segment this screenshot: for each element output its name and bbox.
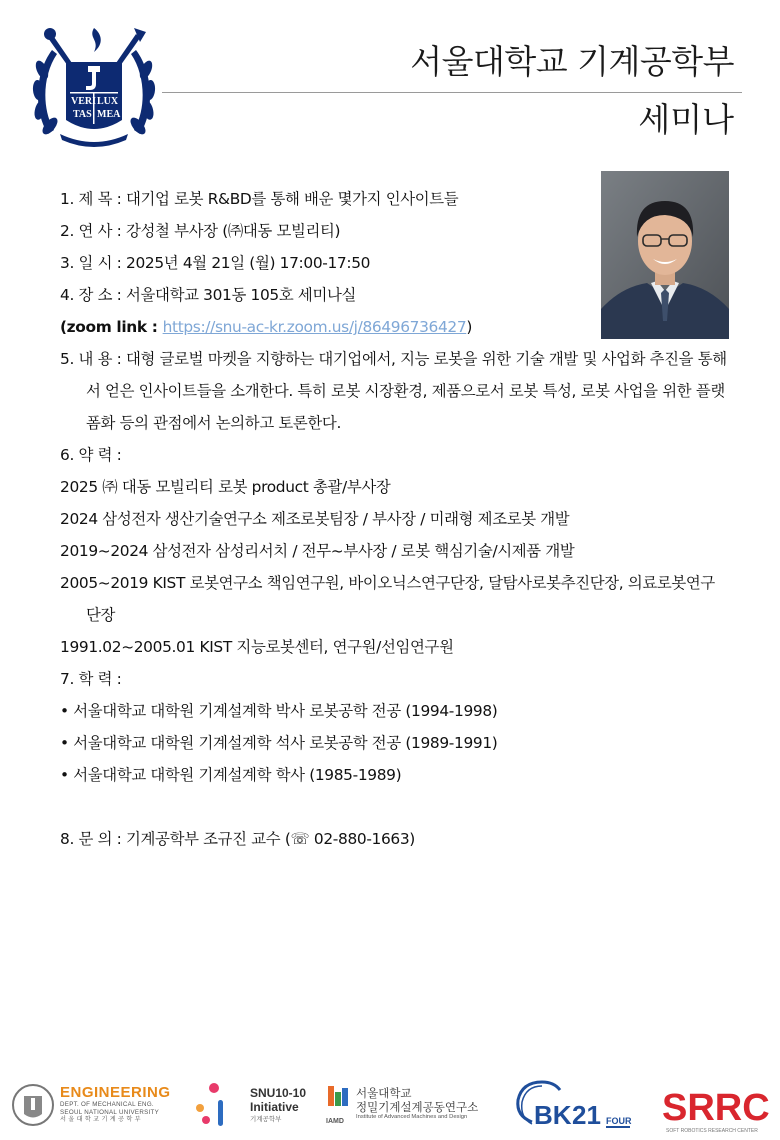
seal-text-lux: LUX [97, 96, 119, 107]
srrc-text: SRRC [662, 1087, 770, 1129]
seal-text-veri: VERI [71, 96, 97, 107]
career-item: 2025 ㈜ 대동 모빌리티 로봇 product 총괄/부사장 [60, 478, 391, 496]
snu-seal-icon [12, 1084, 54, 1126]
zoom-link[interactable]: https://snu-ac-kr.zoom.us/j/86496736427 [162, 318, 467, 336]
spacer [60, 791, 728, 823]
career-item: 1991.02~2005.01 KIST 지능로봇센터, 연구원/선임연구원 [60, 638, 454, 656]
engineering-line1: DEPT. OF MECHANICAL ENG. [60, 1101, 154, 1108]
seal-emblem-icon [30, 22, 158, 154]
education-item: • 서울대학교 대학원 기계설계학 박사 로봇공학 전공 (1994-1998) [60, 702, 498, 720]
bk21-four-text: FOUR [606, 1116, 632, 1126]
snu1010-line: Initiative [250, 1100, 299, 1114]
iamd-icon [326, 1084, 350, 1114]
education-item: • 서울대학교 대학원 기계설계학 석사 로봇공학 전공 (1989-1991) [60, 734, 498, 752]
contact-line: 8. 문 의 : 기계공학부 조규진 교수 (☏ 02-880-1663) [60, 830, 415, 848]
srrc-sub: SOFT ROBOTICS RESEARCH CENTER [666, 1128, 758, 1134]
career-item: 2005~2019 KIST 로봇연구소 책임연구원, 바이오닉스연구단장, 달탐사로봇추진단장, 의료로봇연구단장 [60, 574, 715, 624]
snu1010-title: SNU10-10 [250, 1086, 307, 1100]
page-title: 서울대학교 기계공학부 [410, 42, 734, 81]
iamd-line3: Institute of Advanced Machines and Design [356, 1114, 468, 1120]
snu1010-dots-icon [192, 1080, 238, 1132]
seminar-title-line: 1. 제 목 : 대기업 로봇 R&BD를 통해 배운 몇가지 인사이트들 [60, 190, 459, 208]
iamd-acronym: IAMD [326, 1118, 344, 1125]
engineering-title: ENGINEERING [60, 1084, 171, 1101]
snu-small-seal-logo [12, 1084, 54, 1130]
seminar-details [60, 183, 728, 855]
seal-text-mea: MEA [97, 109, 121, 120]
iamd-logo [356, 1086, 506, 1120]
snu1010-sub: 기계공학부 [250, 1115, 282, 1123]
header-divider [162, 92, 742, 93]
speaker-line: 2. 연 사 : 강성철 부사장 (㈜대동 모빌리티) [60, 222, 341, 240]
iamd-line2: 정밀기계설계공동연구소 [356, 1100, 479, 1114]
engineering-logo [60, 1084, 184, 1124]
bk21-num-text: 21 [572, 1100, 601, 1130]
university-seal-logo [30, 22, 158, 154]
career-heading: 6. 약 력 : [60, 446, 122, 464]
zoom-label: (zoom link : [60, 318, 163, 336]
bk21-bk-text: BK [534, 1100, 572, 1130]
bk21-four-logo [514, 1076, 646, 1136]
education-heading: 7. 학 력 : [60, 670, 122, 688]
engineering-line2: SEOUL NATIONAL UNIVERSITY [60, 1108, 160, 1116]
footer-logos [0, 1072, 780, 1140]
iamd-line1: 서울대학교 [356, 1086, 412, 1100]
bk21-four-icon [514, 1076, 646, 1132]
seal-text-tas: TAS [73, 109, 92, 120]
zoom-close-paren: ) [466, 318, 472, 336]
snu1010-mark [192, 1080, 238, 1136]
srrc-icon [662, 1080, 772, 1136]
datetime-line: 3. 일 시 : 2025년 4월 21일 (월) 17:00-17:50 [60, 254, 371, 272]
srrc-logo [662, 1080, 772, 1140]
education-item: • 서울대학교 대학원 기계설계학 학사 (1985-1989) [60, 766, 402, 784]
career-item: 2024 삼성전자 생산기술연구소 제조로봇팀장 / 부사장 / 미래형 제조로봇 개발 [60, 510, 570, 528]
location-line: 4. 장 소 : 서울대학교 301동 105호 세미나실 [60, 286, 356, 304]
page-subtitle: 세미나 [638, 100, 734, 139]
engineering-line3: 서 울 대 학 교 기 계 공 학 부 [60, 1116, 141, 1123]
content-description: 5. 내 용 : 대형 글로벌 마켓을 지향하는 대기업에서, 지능 로봇을 위한 기술 개발 및 사업화 추진을 통해서 얻은 인사이트들을 소개한다. 특히 로봇 시장환경, 제품으로서 로봇 특성, 로봇 사업을 위한 플랫폼화 등의 관점에서 논의하고 토론한다. [60, 350, 727, 432]
zoom-line [60, 311, 728, 343]
snu1010-logo [250, 1086, 306, 1123]
career-item: 2019~2024 삼성전자 삼성리서치 / 전무~부사장 / 로봇 핵심기술/시제품 개발 [60, 542, 575, 560]
iamd-mark [326, 1084, 350, 1125]
